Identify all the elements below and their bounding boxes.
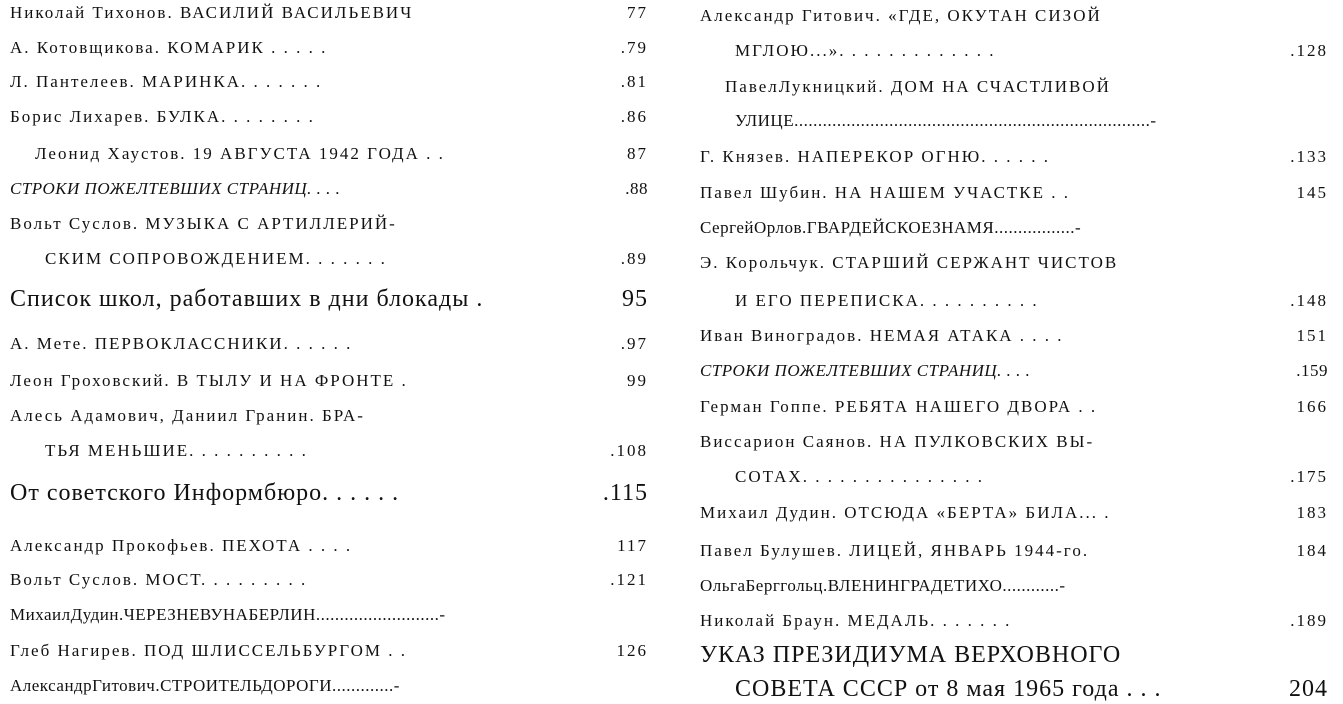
entry-page: .148 [1290, 291, 1328, 310]
entry-text: ОльгаБерггольц.ВЛЕНИНГРАДЕТИХО............- [700, 576, 1066, 595]
entry-page: 77 [627, 3, 648, 22]
entry-text: ТЬЯ МЕНЬШИЕ. . . . . . . . . . [45, 441, 308, 460]
entry-text: МГЛОЮ...». . . . . . . . . . . . . [735, 41, 996, 60]
entry-page: .189 [1290, 611, 1328, 630]
entry-text: Михаил Дудин. ОТСЮДА «БЕРТА» БИЛА... . [700, 503, 1111, 522]
entry-text: СОВЕТА СССР от 8 мая 1965 года . . . [735, 676, 1162, 702]
entry-page: .88 [625, 179, 648, 198]
entry-page: .128 [1290, 41, 1328, 60]
entry-text: УКАЗ ПРЕЗИДИУМА ВЕРХОВНОГО [700, 642, 1122, 668]
entry-text: УЛИЦЕ...........................................................................- [735, 111, 1157, 130]
entry-page: .159 [1296, 361, 1328, 380]
entry-text: Глеб Нагирев. ПОД ШЛИССЕЛЬБУРГОМ . . [10, 641, 408, 660]
entry-text: А. Котовщикова. КОМАРИК . . . . . [10, 38, 328, 57]
entry-text: Г. Князев. НАПЕРЕКОР ОГНЮ. . . . . . [700, 147, 1051, 166]
entry-text: Леонид Хаустов. 19 АВГУСТА 1942 ГОДА . . [35, 144, 445, 163]
entry-text: Александр Гитович. «ГДЕ, ОКУТАН СИЗОЙ [700, 6, 1102, 25]
entry-text: Николай Тихонов. ВАСИЛИЙ ВАСИЛЬЕВИЧ [10, 3, 414, 22]
entry-text: СОТАХ. . . . . . . . . . . . . . . [735, 467, 984, 486]
entry-page: 184 [1296, 541, 1328, 560]
entry-text: СКИМ СОПРОВОЖДЕНИЕМ. . . . . . . [45, 249, 387, 268]
entry-page: 145 [1296, 183, 1328, 202]
entry-page: .175 [1290, 467, 1328, 486]
entry-page: 95 [622, 286, 648, 312]
entry-page: 183 [1296, 503, 1328, 522]
entry-text: Александр Прокофьев. ПЕХОТА . . . . [10, 536, 353, 555]
entry-page: 117 [617, 536, 648, 555]
entry-text: Л. Пантелеев. МАРИНКА. . . . . . . [10, 72, 323, 91]
entry-text: Борис Лихарев. БУЛКА. . . . . . . . [10, 107, 315, 126]
entry-page: 151 [1296, 326, 1328, 345]
entry-page: .121 [610, 570, 648, 589]
entry-text: От советского Информбюро. . . . . . [10, 480, 400, 506]
entry-page: 87 [627, 144, 648, 163]
entry-text: А. Мете. ПЕРВОКЛАССНИКИ. . . . . . [10, 334, 353, 353]
entry-text: Алесь Адамович, Даниил Гранин. БРА- [10, 406, 365, 425]
entry-text: Павел Шубин. НА НАШЕМ УЧАСТКЕ . . [700, 183, 1071, 202]
entry-text: Виссарион Саянов. НА ПУЛКОВСКИХ ВЫ- [700, 432, 1095, 451]
entry-page: 166 [1296, 397, 1328, 416]
entry-page: .115 [602, 480, 648, 506]
entry-page: .133 [1290, 147, 1328, 166]
entry-page: 126 [616, 641, 648, 660]
entry-page: 204 [1289, 676, 1328, 702]
entry-page: .81 [620, 72, 648, 91]
entry-text: Вольт Суслов. МУЗЫКА С АРТИЛЛЕРИЙ- [10, 214, 397, 233]
entry-text: АлександрГитович.СТРОИТЕЛЬДОРОГИ.............- [10, 676, 400, 695]
entry-text: Иван Виноградов. НЕМАЯ АТАКА . . . . [700, 326, 1064, 345]
toc-right-column [690, 0, 1340, 703]
entry-text: Список школ, работавших в дни блокады . [10, 286, 484, 312]
toc-left-column [0, 0, 660, 703]
entry-text: Леон Гроховский. В ТЫЛУ И НА ФРОНТЕ . [10, 371, 408, 390]
entry-text: СТРОКИ ПОЖЕЛТЕВШИХ СТРАНИЦ. . . . [700, 361, 1031, 380]
entry-text: СергейОрлов.ГВАРДЕЙСКОЕЗНАМЯ.................- [700, 218, 1082, 237]
entry-text: МихаилДудин.ЧЕРЕЗНЕВУНАБЕРЛИН..........................- [10, 605, 446, 624]
entry-text: Э. Корольчук. СТАРШИЙ СЕРЖАНТ ЧИСТОВ [700, 253, 1119, 272]
entry-text: Николай Браун. МЕДАЛЬ. . . . . . . [700, 611, 1012, 630]
entry-page: .79 [620, 38, 648, 57]
entry-text: СТРОКИ ПОЖЕЛТЕВШИХ СТРАНИЦ. . . . [10, 179, 341, 198]
entry-page: .89 [620, 249, 648, 268]
entry-text: И ЕГО ПЕРЕПИСКА. . . . . . . . . . [735, 291, 1039, 310]
entry-page: .97 [620, 334, 648, 353]
entry-page: .86 [620, 107, 648, 126]
entry-text: Вольт Суслов. МОСТ. . . . . . . . . [10, 570, 308, 589]
entry-text: ПавелЛукницкий. ДОМ НА СЧАСТЛИВОЙ [725, 77, 1111, 96]
entry-page: .108 [610, 441, 648, 460]
entry-text: Павел Булушев. ЛИЦЕЙ, ЯНВАРЬ 1944-го. [700, 541, 1090, 560]
entry-page: 99 [627, 371, 648, 390]
entry-text: Герман Гоппе. РЕБЯТА НАШЕГО ДВОРА . . [700, 397, 1098, 416]
